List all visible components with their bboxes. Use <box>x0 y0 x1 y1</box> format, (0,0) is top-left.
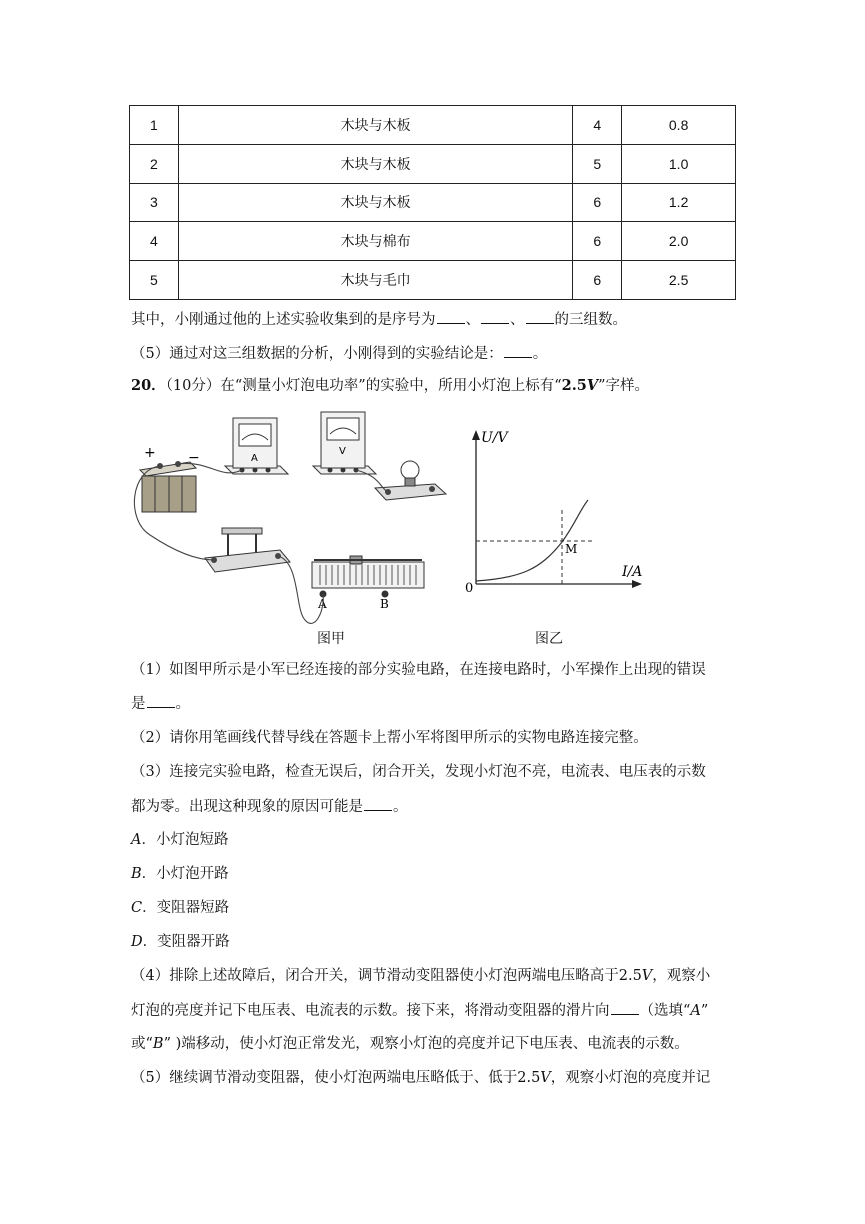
p1-line1: （1）如图甲所示是小军已经连接的部分实验电路，在连接电路时，小军操作上出现的错误 <box>131 662 706 678</box>
option-a[interactable]: A．小灯泡短路 <box>131 832 229 848</box>
table-cell: 木块与木板 <box>178 106 573 145</box>
p3-line1: （3）连接完实验电路，检查无误后，闭合开关，发现小灯泡不亮，电流表、电压表的示数 <box>131 764 706 780</box>
p2-line: （2）请你用笔画线代替导线在答题卡上帮小军将图甲所示的实物电路连接完整。 <box>131 730 648 746</box>
answer-blank[interactable] <box>504 343 532 358</box>
voltmeter-label: V <box>339 446 346 457</box>
p1-line2: 是 。 <box>131 693 741 714</box>
rheostat-terminal-a: A <box>318 597 327 611</box>
answer-blank[interactable] <box>437 309 465 324</box>
table-cell: 木块与木板 <box>178 144 573 183</box>
table-row <box>130 183 736 222</box>
answer-blank[interactable] <box>364 796 392 811</box>
table-cell: 木块与棉布 <box>178 222 573 261</box>
table-row <box>130 144 736 183</box>
friction-data-table <box>129 105 736 300</box>
ammeter-icon <box>225 418 288 474</box>
table-row <box>130 222 736 261</box>
option-c[interactable]: C．变阻器短路 <box>131 900 230 916</box>
rheostat-icon <box>312 556 424 598</box>
table-cell: 1.0 <box>622 144 736 183</box>
table-row <box>130 261 736 300</box>
table-cell: 6 <box>573 261 622 300</box>
question-20-heading: 20．（10分）在“测量小灯泡电功率”的实验中，所用小灯泡上标有“2.5V”字样。 <box>131 377 650 394</box>
question-number: 20． <box>131 377 166 394</box>
table-cell: 0.8 <box>622 106 736 145</box>
p5-line: （5）继续调节滑动变阻器，使小灯泡两端电压略低于、低于2.5V，观察小灯泡的亮度并记 <box>131 1070 711 1086</box>
answer-blank[interactable] <box>481 309 509 324</box>
q4-collected-rows-line: 其中，小刚通过他的上述实验收集到的是序号为 、 、 的三组数。 <box>131 309 741 330</box>
p4-line2: 灯泡的亮度并记下电压表、电流表的示数。接下来，将滑动变阻器的滑片向 （选填“A” <box>131 1000 741 1021</box>
table-cell: 2.5 <box>622 261 736 300</box>
battery-minus-label: − <box>188 450 200 466</box>
table-cell: 1.2 <box>622 183 736 222</box>
p4-line3: 或“B” )端移动，使小灯泡正常发光，观察小灯泡的亮度并记下电压表、电流表的示数。 <box>131 1036 689 1052</box>
p4-line1: （4）排除上述故障后，闭合开关，调节滑动变阻器使小灯泡两端电压略高于2.5V，观察小 <box>131 968 711 984</box>
option-b[interactable]: B．小灯泡开路 <box>131 866 229 882</box>
circuit-and-graph-figure <box>130 410 650 650</box>
q5-conclusion-line: （5）通过对这三组数据的分析，小刚得到的实验结论是： 。 <box>131 343 741 364</box>
table-cell: 木块与毛巾 <box>178 261 573 300</box>
table-cell: 2.0 <box>622 222 736 261</box>
ammeter-label: A <box>251 453 258 464</box>
caption-figure-a: 图甲 <box>317 631 345 647</box>
table-row <box>130 106 736 145</box>
table-cell: 4 <box>130 222 179 261</box>
table-cell: 3 <box>130 183 179 222</box>
table-cell: 1 <box>130 106 179 145</box>
lamp-icon <box>375 461 446 500</box>
table-cell: 5 <box>573 144 622 183</box>
voltmeter-icon <box>313 412 376 474</box>
point-m-label: M <box>565 542 578 556</box>
x-axis-label: I/A <box>622 564 643 580</box>
table-cell: 2 <box>130 144 179 183</box>
switch-icon <box>205 528 290 572</box>
table-cell: 6 <box>573 222 622 261</box>
answer-blank[interactable] <box>611 1000 639 1015</box>
table-cell: 5 <box>130 261 179 300</box>
battery-icon <box>140 461 196 512</box>
answer-blank[interactable] <box>526 309 554 324</box>
table-cell: 6 <box>573 183 622 222</box>
origin-label: 0 <box>465 581 474 596</box>
battery-plus-label: + <box>144 445 156 461</box>
option-d[interactable]: D．变阻器开路 <box>131 934 230 950</box>
u-i-graph <box>472 430 642 588</box>
caption-figure-b: 图乙 <box>535 631 563 647</box>
answer-blank[interactable] <box>147 693 175 708</box>
y-axis-label: U/V <box>481 430 508 446</box>
p3-line2: 都为零。出现这种现象的原因可能是 。 <box>131 796 741 817</box>
table-cell: 木块与木板 <box>178 183 573 222</box>
table-cell: 4 <box>573 106 622 145</box>
rheostat-terminal-b: B <box>380 597 389 611</box>
